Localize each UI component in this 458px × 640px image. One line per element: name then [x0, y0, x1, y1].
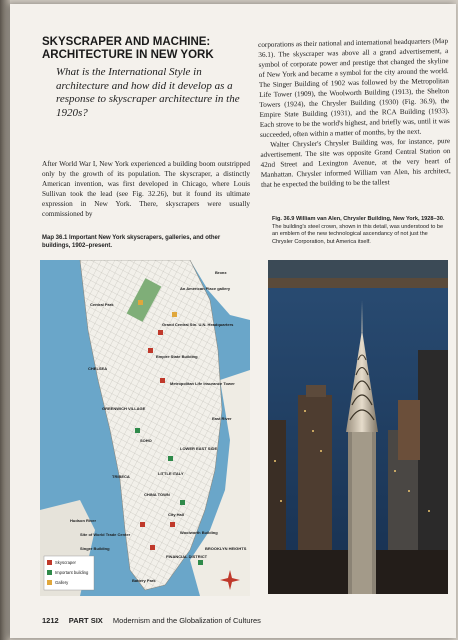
marker-gallery-1 [138, 300, 143, 305]
map-label-wtc: Site of World Trade Center [80, 532, 131, 537]
map-label-chinatown: CHINA TOWN [144, 492, 170, 497]
map-label-east-river: East River [212, 416, 232, 421]
footer-title: Modernism and the Globalization of Cultures [112, 616, 261, 625]
map-label-central-park: Central Park [90, 302, 114, 307]
page-footer [42, 616, 442, 625]
body-paragraph-left: After World War I, New York experienced a building boom outstripped only by the growth of its population. The skyscraper, a distinctly American invention, was first developed in Chicago, where Louis Sullivan took the lead (see Fig. 32.26), but it found its ultimate expression in New York. There, skyscrapers were usually commissioned by [42, 160, 250, 218]
legend-label-skyscraper: Skyscraper [55, 560, 76, 565]
map-caption-text: Important New York skyscrapers, galleries, and other buildings, 1902–present. [42, 235, 221, 249]
map-label-brooklyn: BROOKLYN HEIGHTS [205, 546, 247, 551]
body-paragraph-1: corporations as their national and international headquarters (Map 36.1). The skyscraper was above all a grand advertisement, a symbol of corporate power and prestige that changed the skyline of New York and became a symbol for the city around the world. The Singer Building of 1902 was followed by the Metropolitan Life Tower (1909), the Woolworth Building (1913), the Shelton Towers (1924), the Chrysler Building (1930) (Fig. 36.9), the Empire State Building (1931), and the RCA Building (1933). Each strove to be the world's highest, and briefly was, until it was succeeded, often within a matter of months, by the next. [258, 37, 450, 139]
footer-part: PART SIX [68, 616, 103, 625]
marker-metlife [160, 378, 165, 383]
manhattan-map-svg [40, 260, 250, 596]
heading-line-2: ARCHITECTURE IN NEW YORK [42, 49, 214, 61]
marker-important-2 [168, 456, 173, 461]
manhattan-map [40, 260, 250, 596]
map-label-chelsea: CHELSEA [88, 366, 108, 371]
marker-singer [150, 545, 155, 550]
map-label-singer: Singer Building [80, 546, 110, 551]
body-text-left [42, 159, 250, 219]
map-label-battery: Battery Park [132, 578, 156, 583]
figure-caption-label: Fig. 36.9 [272, 216, 295, 222]
chrysler-building-photo [268, 260, 448, 594]
map-label-city-hall: City Hall [168, 512, 185, 517]
legend-label-important: Important building [55, 570, 89, 575]
marker-important-4 [198, 560, 203, 565]
marker-gallery-2 [172, 312, 177, 317]
figure-caption-title: William van Alen, Chrysler Building, New York, 1928–30. [295, 216, 445, 222]
map-caption [42, 234, 247, 250]
legend-label-gallery: Gallery [55, 580, 69, 585]
map-label-lower-east: LOWER EAST SIDE [180, 446, 218, 451]
map-label-soho: SOHO [140, 438, 152, 443]
map-label-grand-central: Grand Central Stn. U.N. Headquarters [162, 322, 234, 327]
figure-caption-text: The building's steel crown, shown in this detail, was understood to be an emblem of the new technological ascendancy of not just the Chrysler Corporation, but America itself. [272, 223, 444, 245]
map-label-tribeca: TRIBECA [112, 474, 130, 479]
legend-swatch-important [47, 570, 52, 575]
map-legend [44, 556, 94, 590]
map-label-empire: Empire State Building [156, 354, 198, 359]
body-paragraph-2: Walter Chrysler's Chrysler Building was, for instance, pure advertisement. The site was opposite Grand Central Station on 42nd Street and Lexington Avenue, at the very heart of Manhattan. Chrysler informed William van Alen, his architect, that he expected the building to be the tallest [260, 136, 451, 189]
figure-caption [272, 216, 448, 246]
map-label-hudson: Hudson River [70, 518, 97, 523]
book-binding [0, 0, 10, 640]
marker-empire-state [148, 348, 153, 353]
textbook-page [10, 4, 456, 638]
marker-grand-central [158, 330, 163, 335]
marker-important-3 [180, 500, 185, 505]
map-label-american-place: An American Place gallery [180, 286, 231, 291]
legend-swatch-skyscraper [47, 560, 52, 565]
map-label-little-italy: LITTLE ITALY [158, 471, 184, 476]
legend-swatch-gallery [47, 580, 52, 585]
chrysler-building-illustration [268, 260, 448, 594]
map-label-metlife: Metropolitan Life Insurance Tower [170, 381, 235, 386]
marker-important-1 [135, 428, 140, 433]
map-label-financial: FINANCIAL DISTRICT [166, 554, 208, 559]
marker-woolworth [170, 522, 175, 527]
map-label-bronx: Bronx [215, 270, 227, 275]
manhattan-island [80, 260, 222, 590]
map-caption-label: Map 36.1 [42, 235, 68, 241]
section-heading [42, 36, 242, 62]
marker-wtc [140, 522, 145, 527]
guiding-question: What is the International Style in architecture and how did it develop as a response to skyscraper architecture in the 1920s? [56, 66, 240, 119]
map-label-woolworth: Woolworth Building [180, 530, 218, 535]
page-number: 1212 [42, 616, 59, 625]
map-label-greenwich: GREENWICH VILLAGE [102, 406, 146, 411]
body-text-right [258, 36, 451, 190]
heading-line-1: SKYSCRAPER AND MACHINE: [42, 36, 211, 48]
